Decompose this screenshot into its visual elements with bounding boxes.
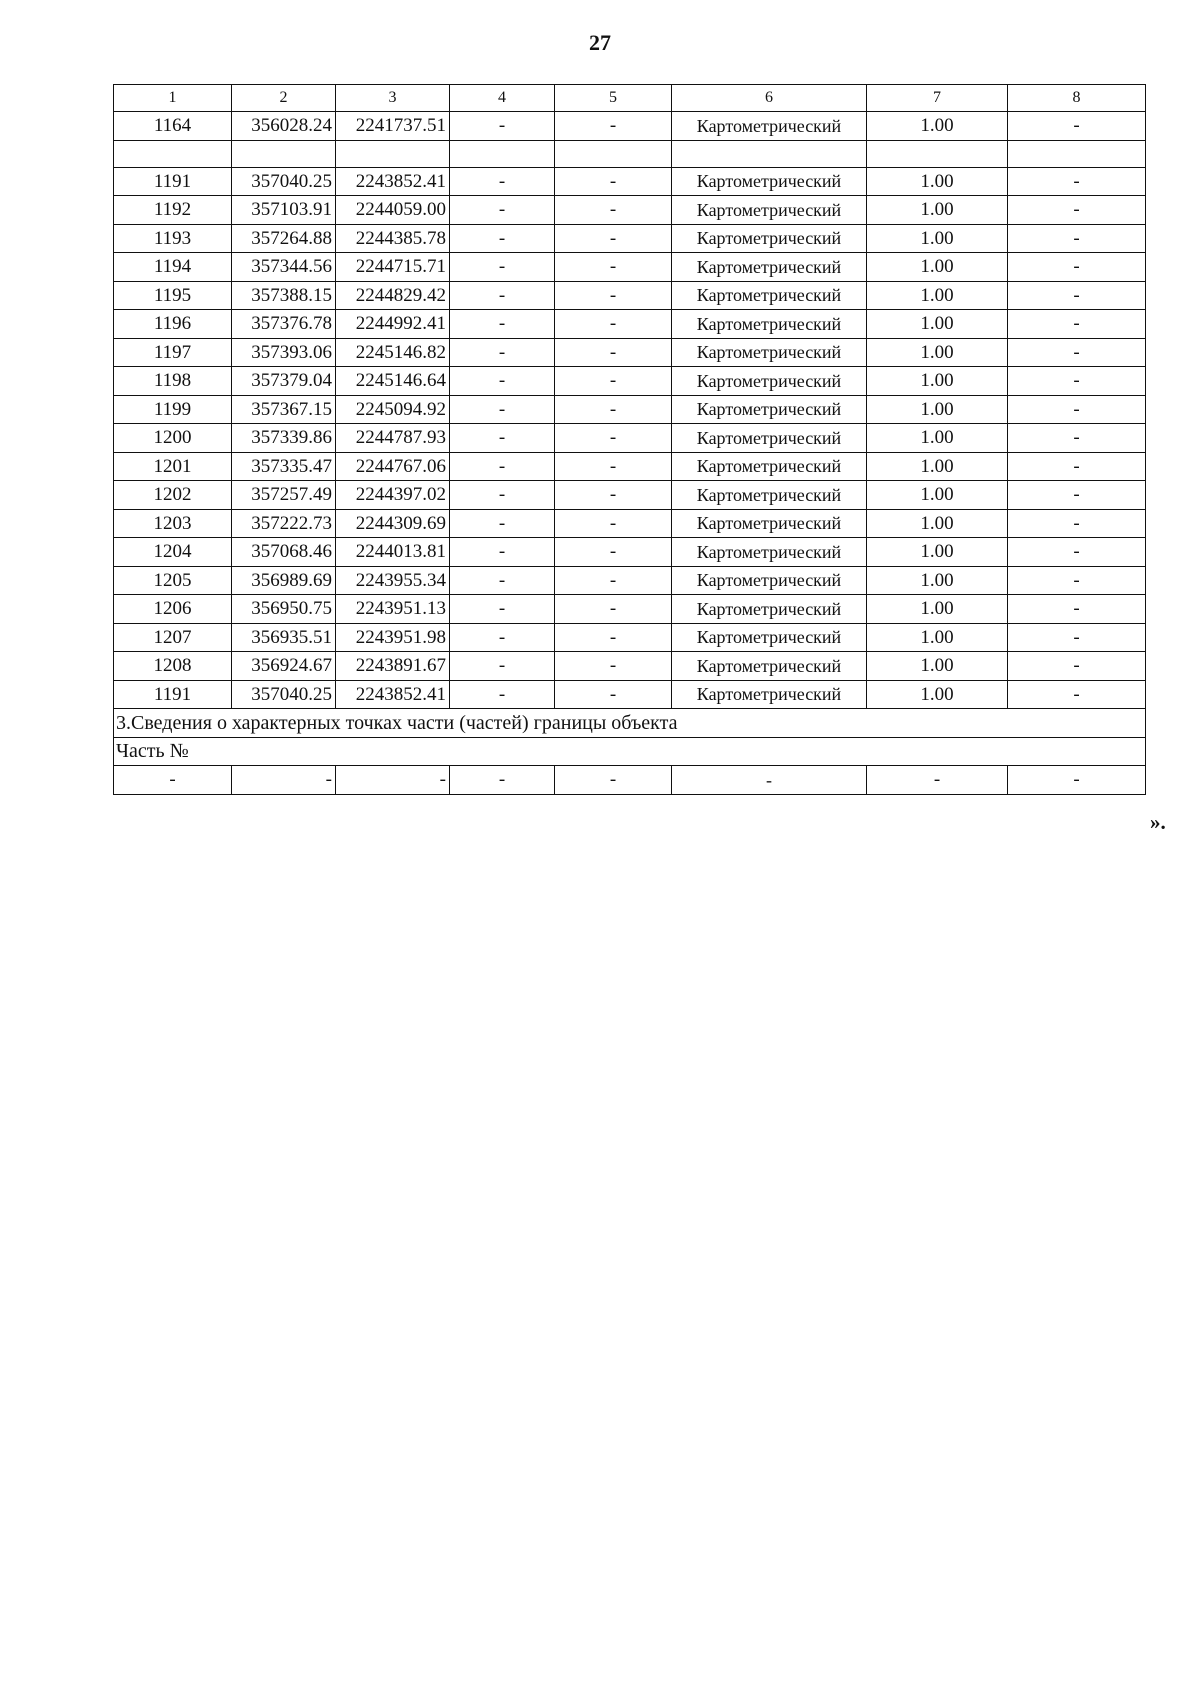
table-cell: - bbox=[555, 566, 672, 595]
table-cell bbox=[672, 140, 867, 167]
table-cell: 357257.49 bbox=[232, 481, 336, 510]
table-cell: 2 bbox=[232, 85, 336, 112]
table-cell: 2241737.51 bbox=[336, 112, 450, 141]
part-number-label bbox=[114, 737, 1146, 766]
table-cell: 2244397.02 bbox=[336, 481, 450, 510]
table-cell: Картометрический bbox=[672, 167, 867, 196]
table-cell: - bbox=[555, 509, 672, 538]
table-cell: - bbox=[1008, 167, 1146, 196]
table-cell: - bbox=[1008, 680, 1146, 709]
table-cell: 1.00 bbox=[867, 595, 1008, 624]
table-cell: Картометрический bbox=[672, 566, 867, 595]
table-row bbox=[114, 395, 1146, 424]
table-cell: - bbox=[450, 367, 555, 396]
table-cell: 1 bbox=[114, 85, 232, 112]
table-cell: 356935.51 bbox=[232, 623, 336, 652]
table-cell: - bbox=[114, 766, 232, 795]
table-cell: - bbox=[1008, 595, 1146, 624]
table-cell: Картометрический bbox=[672, 509, 867, 538]
table-cell: - bbox=[1008, 112, 1146, 141]
table-cell: - bbox=[555, 338, 672, 367]
table-row bbox=[114, 509, 1146, 538]
table-cell: 1.00 bbox=[867, 424, 1008, 453]
table-cell: Картометрический bbox=[672, 595, 867, 624]
table-cell: 4 bbox=[450, 85, 555, 112]
table-cell: Картометрический bbox=[672, 452, 867, 481]
table-cell bbox=[336, 140, 450, 167]
table-cell: - bbox=[555, 112, 672, 141]
table-row bbox=[114, 566, 1146, 595]
table-cell: - bbox=[232, 766, 336, 795]
table-cell: - bbox=[555, 595, 672, 624]
table-cell: - bbox=[555, 623, 672, 652]
table-cell: Картометрический bbox=[672, 367, 867, 396]
table-cell: - bbox=[450, 167, 555, 196]
table-cell: Картометрический bbox=[672, 538, 867, 567]
table-cell: Картометрический bbox=[672, 253, 867, 282]
table-cell: 2244767.06 bbox=[336, 452, 450, 481]
page-number: 27 bbox=[589, 30, 611, 55]
table-cell: 1.00 bbox=[867, 566, 1008, 595]
table-cell: - bbox=[555, 481, 672, 510]
table-cell: 1201 bbox=[114, 452, 232, 481]
table-cell: 1198 bbox=[114, 367, 232, 396]
table-cell: - bbox=[555, 253, 672, 282]
table-cell: - bbox=[1008, 566, 1146, 595]
table-cell: 1.00 bbox=[867, 395, 1008, 424]
table-cell: - bbox=[1008, 424, 1146, 453]
table-cell: 2243951.98 bbox=[336, 623, 450, 652]
table-cell: 1203 bbox=[114, 509, 232, 538]
table-cell: 2243852.41 bbox=[336, 680, 450, 709]
table-row bbox=[114, 310, 1146, 339]
table-row bbox=[114, 224, 1146, 253]
table-cell: - bbox=[555, 652, 672, 681]
table-cell: 1.00 bbox=[867, 338, 1008, 367]
table-cell: 1.00 bbox=[867, 680, 1008, 709]
table-cell: 356924.67 bbox=[232, 652, 336, 681]
table-cell: - bbox=[1008, 253, 1146, 282]
table-row bbox=[114, 338, 1146, 367]
table-cell: - bbox=[450, 253, 555, 282]
table-cell: - bbox=[450, 538, 555, 567]
coordinates-table bbox=[113, 84, 1146, 795]
table-cell: 1.00 bbox=[867, 538, 1008, 567]
table-cell bbox=[232, 140, 336, 167]
table-cell: - bbox=[450, 281, 555, 310]
table-cell: 1194 bbox=[114, 253, 232, 282]
table-cell: 356950.75 bbox=[232, 595, 336, 624]
table-row bbox=[114, 766, 1146, 795]
table-cell: Картометрический bbox=[672, 196, 867, 225]
table-cell: - bbox=[450, 595, 555, 624]
table-cell: 1196 bbox=[114, 310, 232, 339]
table-cell: - bbox=[555, 538, 672, 567]
table-row bbox=[114, 652, 1146, 681]
table-cell: 2244059.00 bbox=[336, 196, 450, 225]
table-cell: 2244013.81 bbox=[336, 538, 450, 567]
table-cell: Картометрический bbox=[672, 652, 867, 681]
table-row bbox=[114, 424, 1146, 453]
table-cell: Картометрический bbox=[672, 224, 867, 253]
table-row bbox=[114, 452, 1146, 481]
table-cell: 357376.78 bbox=[232, 310, 336, 339]
table-cell: 1200 bbox=[114, 424, 232, 453]
table-cell: - bbox=[1008, 452, 1146, 481]
table-cell: 356028.24 bbox=[232, 112, 336, 141]
table-cell: 3 bbox=[336, 85, 450, 112]
table-header-row bbox=[114, 85, 1146, 112]
table-cell: 2243891.67 bbox=[336, 652, 450, 681]
table-cell: 1202 bbox=[114, 481, 232, 510]
table-cell: - bbox=[555, 167, 672, 196]
table-cell: 357335.47 bbox=[232, 452, 336, 481]
table-cell: 2243951.13 bbox=[336, 595, 450, 624]
table-cell: 2243852.41 bbox=[336, 167, 450, 196]
table-cell: - bbox=[555, 224, 672, 253]
table-cell: - bbox=[555, 367, 672, 396]
table-cell: - bbox=[450, 112, 555, 141]
table-cell: 1199 bbox=[114, 395, 232, 424]
table-cell: - bbox=[450, 680, 555, 709]
table-cell: - bbox=[1008, 281, 1146, 310]
table-cell: 2243955.34 bbox=[336, 566, 450, 595]
table-cell: 1.00 bbox=[867, 112, 1008, 141]
table-cell: - bbox=[1008, 652, 1146, 681]
table-cell: - bbox=[450, 196, 555, 225]
table-cell: - bbox=[1008, 766, 1146, 795]
table-cell: 357379.04 bbox=[232, 367, 336, 396]
table-cell: 1204 bbox=[114, 538, 232, 567]
table-cell: 2245094.92 bbox=[336, 395, 450, 424]
table-row bbox=[114, 253, 1146, 282]
table-cell: 1.00 bbox=[867, 367, 1008, 396]
table-cell bbox=[450, 140, 555, 167]
table-cell: - bbox=[450, 338, 555, 367]
table-cell: - bbox=[1008, 196, 1146, 225]
table-cell bbox=[114, 140, 232, 167]
table-cell: - bbox=[555, 310, 672, 339]
table-cell: - bbox=[1008, 481, 1146, 510]
table-cell: - bbox=[450, 652, 555, 681]
table-cell: - bbox=[1008, 310, 1146, 339]
table-cell: Картометрический bbox=[672, 424, 867, 453]
table-row bbox=[114, 281, 1146, 310]
table-cell bbox=[555, 140, 672, 167]
table-cell: - bbox=[555, 395, 672, 424]
table-cell: - bbox=[450, 395, 555, 424]
table-cell: 1197 bbox=[114, 338, 232, 367]
table-row bbox=[114, 623, 1146, 652]
table-cell bbox=[1008, 140, 1146, 167]
table-row bbox=[114, 680, 1146, 709]
table-cell: 1.00 bbox=[867, 509, 1008, 538]
table-cell: Картометрический bbox=[672, 112, 867, 141]
table-cell: 356989.69 bbox=[232, 566, 336, 595]
table-cell: 1.00 bbox=[867, 481, 1008, 510]
table-cell: 2244715.71 bbox=[336, 253, 450, 282]
table-cell: 1193 bbox=[114, 224, 232, 253]
table-cell: 357339.86 bbox=[232, 424, 336, 453]
table-cell: - bbox=[555, 680, 672, 709]
table-cell: 357264.88 bbox=[232, 224, 336, 253]
table-cell: - bbox=[450, 424, 555, 453]
table-cell: 2244787.93 bbox=[336, 424, 450, 453]
table-cell: 1.00 bbox=[867, 196, 1008, 225]
table-cell: - bbox=[555, 281, 672, 310]
table-cell: - bbox=[1008, 623, 1146, 652]
table-cell: - bbox=[1008, 509, 1146, 538]
table-cell: 1191 bbox=[114, 167, 232, 196]
table-cell: - bbox=[1008, 538, 1146, 567]
table-cell: 1.00 bbox=[867, 167, 1008, 196]
table-cell: 2244385.78 bbox=[336, 224, 450, 253]
table-cell: Картометрический bbox=[672, 310, 867, 339]
table-cell: 2244309.69 bbox=[336, 509, 450, 538]
table-cell: 1205 bbox=[114, 566, 232, 595]
table-cell: 357344.56 bbox=[232, 253, 336, 282]
table-cell: 1.00 bbox=[867, 623, 1008, 652]
table-cell: 1164 bbox=[114, 112, 232, 141]
table-cell: 357103.91 bbox=[232, 196, 336, 225]
table-row bbox=[114, 167, 1146, 196]
table-cell: - bbox=[1008, 338, 1146, 367]
table-cell: - bbox=[1008, 395, 1146, 424]
table-cell: 1207 bbox=[114, 623, 232, 652]
table-row bbox=[114, 196, 1146, 225]
table-cell: - bbox=[336, 766, 450, 795]
table-cell: 357040.25 bbox=[232, 167, 336, 196]
table-cell: 2245146.82 bbox=[336, 338, 450, 367]
table-row bbox=[114, 595, 1146, 624]
section-title bbox=[114, 709, 1146, 738]
table-cell: 7 bbox=[867, 85, 1008, 112]
table-cell: 2244829.42 bbox=[336, 281, 450, 310]
table-cell: - bbox=[867, 766, 1008, 795]
table-cell: 5 bbox=[555, 85, 672, 112]
table-cell: - bbox=[555, 424, 672, 453]
table-cell: 1.00 bbox=[867, 281, 1008, 310]
table-cell: - bbox=[555, 196, 672, 225]
table-cell: 357222.73 bbox=[232, 509, 336, 538]
table-cell: 1.00 bbox=[867, 310, 1008, 339]
table-cell: Картометрический bbox=[672, 281, 867, 310]
table-cell: 357393.06 bbox=[232, 338, 336, 367]
table-cell: Картометрический bbox=[672, 481, 867, 510]
table-cell: 1208 bbox=[114, 652, 232, 681]
table-cell: 2245146.64 bbox=[336, 367, 450, 396]
table-cell: Картометрический bbox=[672, 623, 867, 652]
table-cell: - bbox=[450, 566, 555, 595]
table-cell: 1.00 bbox=[867, 652, 1008, 681]
table-cell: - bbox=[672, 766, 867, 795]
table-cell: 1192 bbox=[114, 196, 232, 225]
table-cell: 357068.46 bbox=[232, 538, 336, 567]
table-cell: - bbox=[450, 452, 555, 481]
table-cell: - bbox=[1008, 367, 1146, 396]
table-cell: 1.00 bbox=[867, 452, 1008, 481]
table-cell: Картометрический bbox=[672, 338, 867, 367]
table-cell: Картометрический bbox=[672, 395, 867, 424]
table-row bbox=[114, 112, 1146, 141]
table-cell: 357367.15 bbox=[232, 395, 336, 424]
table-cell: - bbox=[450, 310, 555, 339]
table-cell: Картометрический bbox=[672, 680, 867, 709]
table-cell: 1206 bbox=[114, 595, 232, 624]
part-number-label-text: Часть № bbox=[114, 737, 1146, 766]
table-row bbox=[114, 481, 1146, 510]
table-cell: - bbox=[450, 623, 555, 652]
table-cell: - bbox=[450, 224, 555, 253]
table-cell: 2244992.41 bbox=[336, 310, 450, 339]
table-cell: - bbox=[1008, 224, 1146, 253]
table-cell: 6 bbox=[672, 85, 867, 112]
table-cell bbox=[867, 140, 1008, 167]
section-title-text: 3.Сведения о характерных точках части (частей) границы объекта bbox=[114, 709, 1146, 738]
closing-quote-mark: ». bbox=[1150, 810, 1166, 834]
table-cell: 357040.25 bbox=[232, 680, 336, 709]
table-cell: - bbox=[450, 481, 555, 510]
table-cell: 1.00 bbox=[867, 253, 1008, 282]
table-cell: - bbox=[555, 452, 672, 481]
table-cell: 1.00 bbox=[867, 224, 1008, 253]
table-cell: 1191 bbox=[114, 680, 232, 709]
table-row bbox=[114, 538, 1146, 567]
table-cell: 357388.15 bbox=[232, 281, 336, 310]
table-cell: - bbox=[450, 509, 555, 538]
table-cell: - bbox=[450, 766, 555, 795]
table-row bbox=[114, 367, 1146, 396]
table-cell: 1195 bbox=[114, 281, 232, 310]
table-row-empty bbox=[114, 140, 1146, 167]
table-cell: 8 bbox=[1008, 85, 1146, 112]
table-cell: - bbox=[555, 766, 672, 795]
